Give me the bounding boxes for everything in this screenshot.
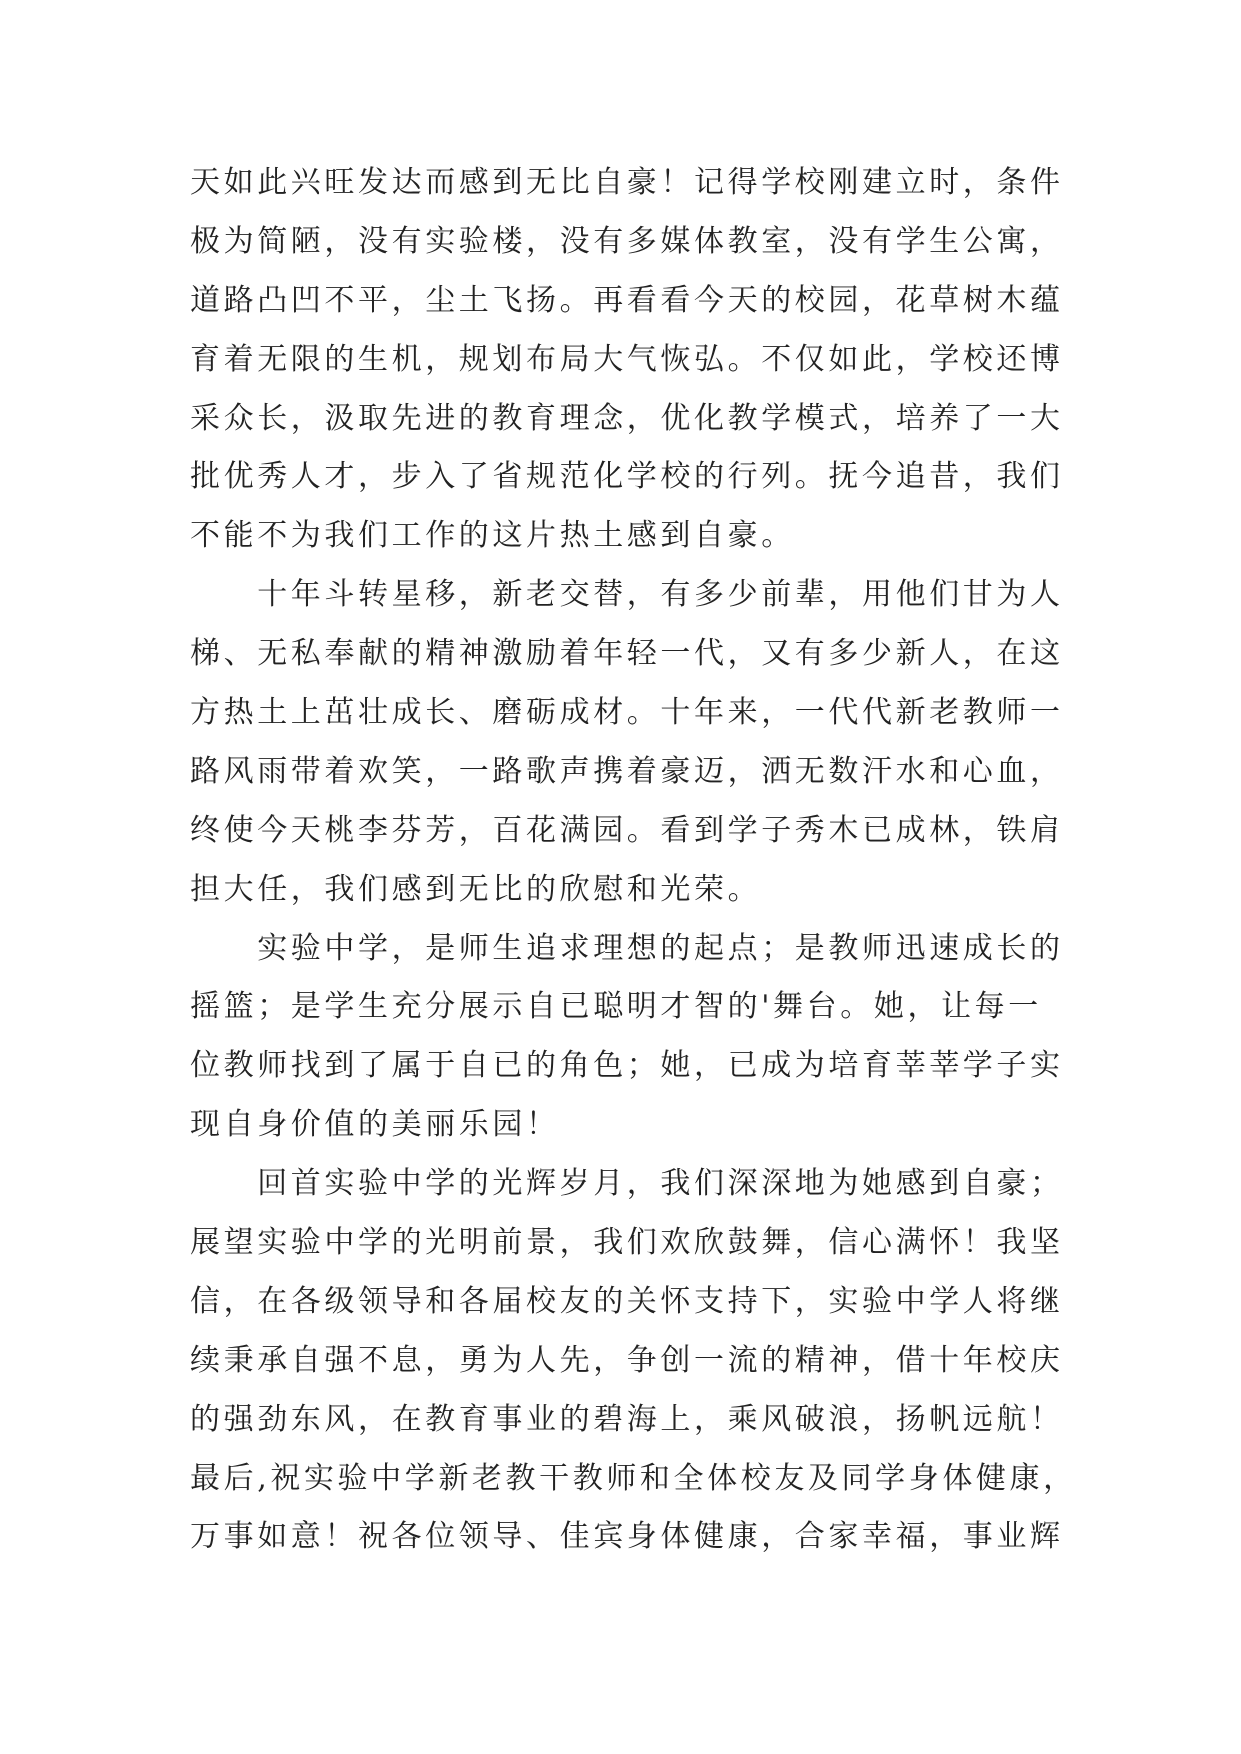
text-line: 续秉承自强不息，勇为人先，争创一流的精神，借十年校庆 xyxy=(190,1342,1064,1378)
text-line: 梯、无私奉献的精神激励着年轻一代，又有多少新人，在这 xyxy=(190,636,1064,672)
text-line: 采众长，汲取先进的教育理念，优化教学模式，培养了一大 xyxy=(190,400,1064,436)
text-line: 路风雨带着欢笑，一路歌声携着豪迈，洒无数汗水和心血， xyxy=(190,753,1064,789)
text-line: 方热土上茁壮成长、磨砺成材。十年来，一代代新老教师一 xyxy=(190,695,1064,731)
text-line: 十年斗转星移，新老交替，有多少前辈，用他们甘为人 xyxy=(190,577,1064,613)
text-line: 现自身价值的美丽乐园！ xyxy=(190,1107,560,1143)
text-line: 信，在各级领导和各届校友的关怀支持下，实验中学人将继 xyxy=(190,1283,1064,1319)
text-line: 天如此兴旺发达而感到无比自豪！记得学校刚建立时，条件 xyxy=(190,165,1064,200)
text-line: 万事如意！祝各位领导、佳宾身体健康，合家幸福，事业辉 xyxy=(190,1519,1064,1555)
text-line: 实验中学，是师生追求理想的起点；是教师迅速成长的 xyxy=(190,930,1064,966)
text-line: 终使今天桃李芬芳，百花满园。看到学子秀木已成林，铁肩 xyxy=(190,812,1064,848)
text-line: 道路凸凹不平，尘土飞扬。再看看今天的校园，花草树木蕴 xyxy=(190,282,1064,318)
text-line: 位教师找到了属于自已的角色；她，已成为培育莘莘学子实 xyxy=(190,1048,1064,1084)
text-line: 的强劲东风，在教育事业的碧海上，乘风破浪，扬帆远航！ xyxy=(190,1401,1064,1437)
text-line: 回首实验中学的光辉岁月，我们深深地为她感到自豪； xyxy=(190,1166,1064,1202)
text-line: 展望实验中学的光明前景，我们欢欣鼓舞，信心满怀！我坚 xyxy=(190,1225,1064,1261)
text-line: 育着无限的生机，规划布局大气恢弘。不仅如此，学校还博 xyxy=(190,341,1064,377)
text-line: 不能不为我们工作的这片热土感到自豪。 xyxy=(190,518,795,554)
text-line: 摇篮；是学生充分展示自已聪明才智的'舞台。她，让每一 xyxy=(190,989,1042,1025)
text-line: 极为简陋，没有实验楼，没有多媒体教室，没有学生公寓， xyxy=(190,223,1064,259)
document-body xyxy=(190,154,1077,1567)
text-line: 最后,祝实验中学新老教干教师和全体校友及同学身体健康， xyxy=(190,1460,1077,1496)
text-line: 批优秀人才，步入了省规范化学校的行列。抚今追昔，我们 xyxy=(190,459,1064,495)
text-line: 担大任，我们感到无比的欣慰和光荣。 xyxy=(190,871,762,907)
